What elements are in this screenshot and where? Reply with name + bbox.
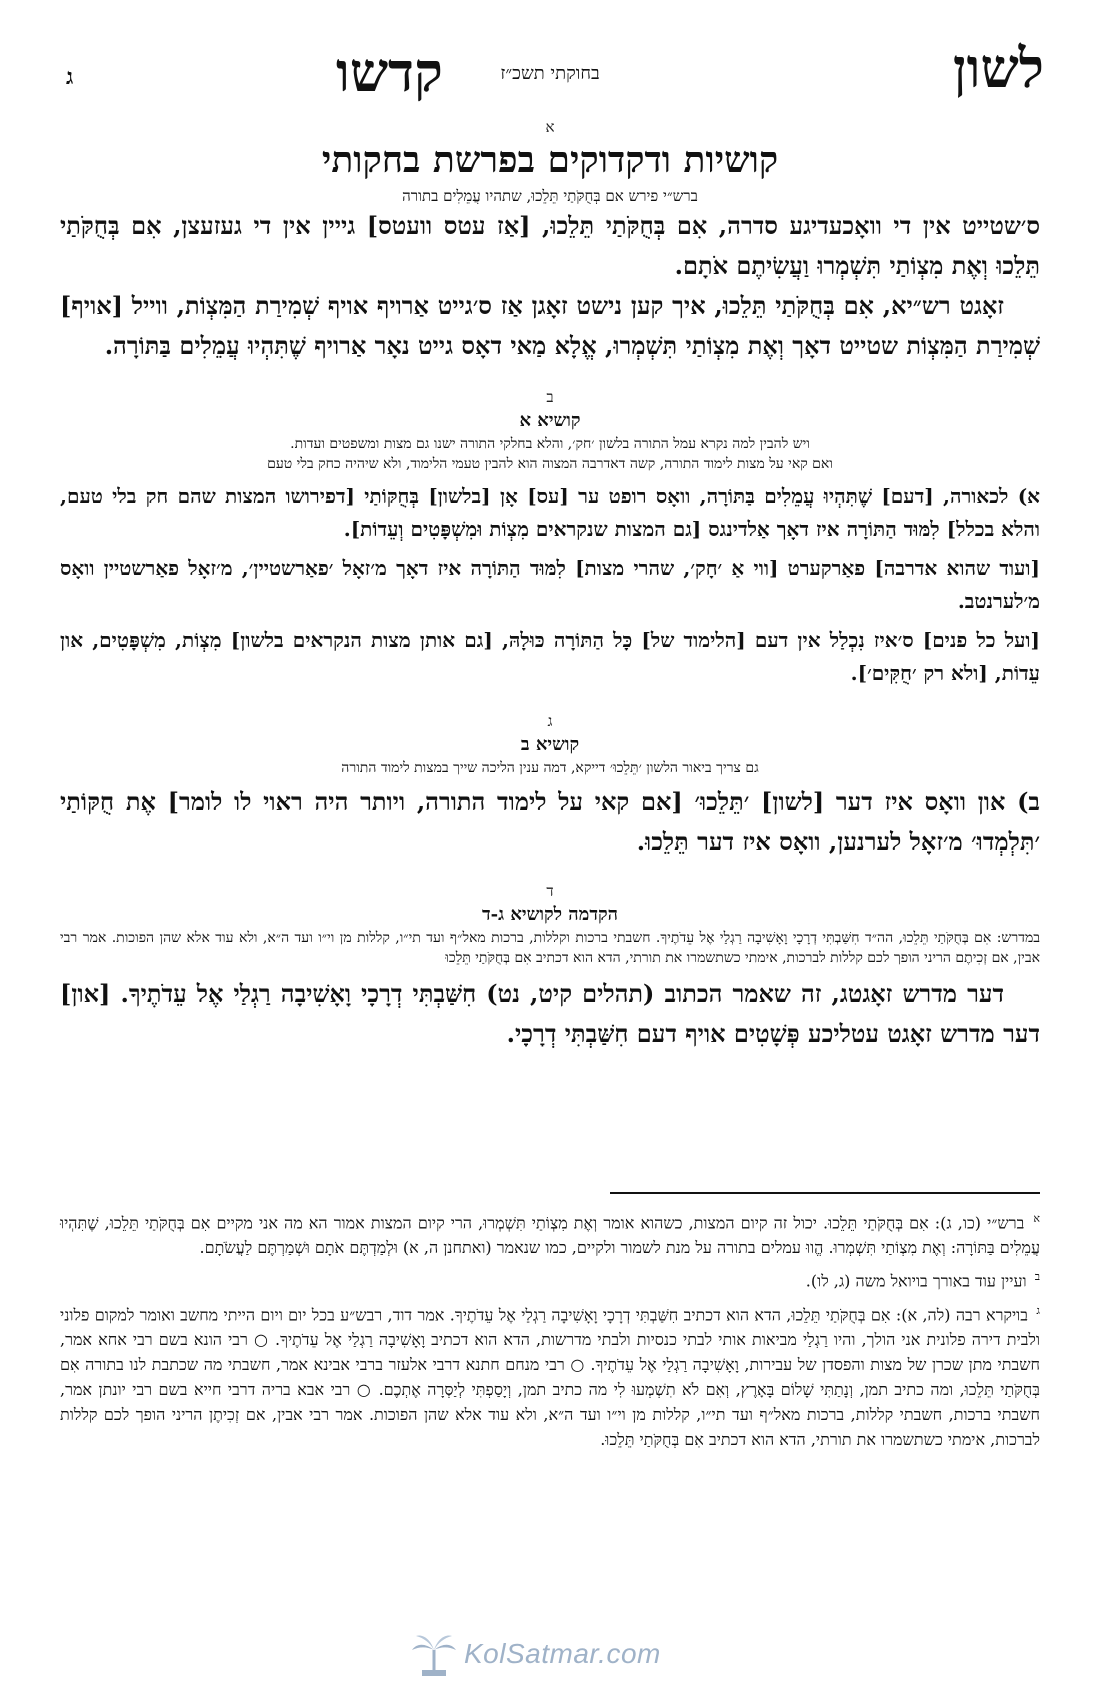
- footnotes: [60, 1206, 1040, 1456]
- section-d-title: הקדמה לקושיא ג-ד: [482, 904, 618, 925]
- kolsatmar-watermark: [410, 1630, 661, 1680]
- section-a-subheading: ברש״י פירש אם בְּחֻקֹּתַי תֵּלֵכוּ, שתהיו עֲמֵלִים בתורה: [402, 187, 698, 205]
- footnote-b: [60, 1264, 1040, 1293]
- section-a-letter: א: [545, 118, 555, 136]
- section-c-letter: ג: [547, 712, 553, 730]
- header-parsha: בחוקתי תשכ״ז: [500, 63, 600, 84]
- section-c-note-1: גם צריך ביאור הלשון ׳תֵּלֵכוּ׳ דייקא, דמה ענין הליכה שייך במצות לימוד התורה: [341, 760, 759, 776]
- footnote-separator: [610, 1192, 1040, 1194]
- watermark-text: KolSatmar.com: [464, 1638, 661, 1669]
- palm-tree-logo-icon: [410, 1630, 458, 1678]
- section-b-title: קושיא א: [519, 410, 581, 431]
- footnote-b-text: ועיין עוד באורך בויואל משה (ג, לו).: [805, 1271, 1027, 1291]
- page-header: [56, 38, 1044, 110]
- footnote-c: [60, 1298, 1040, 1452]
- section-d-letter: ד: [546, 882, 554, 900]
- footnote-c-text: בויקרא רבה (לה, א): אִם בְּחֻקֹּתַי תֵּלֵכוּ, הדא הוא דכתיב חִשַּׁבְתִּי דְרָכָי וָאָשִׁיבָה רַגְלַי אֶל עֵדֹתֶיךָ. אמר דוד, רבש״ע בכל יום ויום הייתי מחשב ואומר למקום פלוני ולבית דירה פלונית אני הולך, והיו רַגְלַי מביאות אותי לבתי כנסיות ולבתי מדרשות, הדא הוא דכתיב וָאָשִׁיבָה רַגְלַי אֶל עֵדֹתֶיךָ. ○ רבי הונא בשם רבי אחא אמר, חשבתי מתן שכרן של מצות והפסדן של עבירות, וָאָשִׁיבָה רַגְלַי אֶל עֵדֹתֶיךָ. ○ רבי מנחם חתנא דרבי אלעזר ברבי אבינא אמר, חשבתי מה שכתבת לנו בתורה אִם בְּחֻקֹּתַי תֵּלֵכוּ, ומה כתיב תמן, וְנָתַתִּי שָׁלוֹם בָּאָרֶץ, וְאִם לֹא תִשְׁמְעוּ לִי מה כתיב תמן, וְיָסַפְתִּי לְיַסְּרָה אֶתְכֶם. ○ רבי אבא בריה דרבי חייא בשם רבי יונתן אמר, חשבתי ברכות, חשבתי קללות, ברכות מאל״ף ועד תי״ו, קללות מן וי״ו ועד ה״א, ולא עוד אלא שהן הפוכות. אמר רבי אבין, אם זְכִיתֶן הריני הופך לכם קללות לברכות, אימתי כשתשמרו את תורתי, הדא הוא דכתיב אִם בְּחֻקֹּתַי תֵּלֵכוּ.: [60, 1304, 1041, 1449]
- footnote-a-mark: א: [1033, 1212, 1040, 1225]
- section-b-note-1: ויש להבין למה נקרא עמל התורה בלשון ׳חק׳, והלא בחלקי התורה ישנו גם מצות ומשפטים ועדות.: [290, 436, 810, 452]
- section-b-note-2: ואם קאי על מצות לימוד התורה, קשה דאדרבה המצוה הוא להבין טעמי הלימוד, ולא שיהיה כחק בלי טעם: [267, 456, 833, 472]
- footnote-b-mark: ב: [1034, 1270, 1040, 1284]
- footnote-c-mark: ג: [1036, 1303, 1040, 1317]
- section-d-paragraph-1: דער מדרש זאָגטג, זה שאמר הכתוב (תהלים קיט, נט) חִשַּׁבְתִּי דְרָכָי וָאָשִׁיבָה רַגְלַי אֶל עֵדֹתֶיךָ. [און] דער מדרש זאָגט עטליכע פְּשָׁטִים אויף דעם חִשַּׁבְתִּי דְרָכָי.: [60, 979, 1040, 1048]
- footnote-a: [60, 1206, 1040, 1260]
- section-a-title: קושיות ודקדוקים בפרשת בחקותי: [321, 139, 779, 181]
- section-a-paragraph-2: זאָגט רש״יא, אִם בְּחֻקֹּתַי תֵּלֵכוּ, איך קען נישט זאָגן אַז ס׳גייט אַרויף אויף שְׁמִירַת הַמִּצְוֹת, ווייל [אויף] שְׁמִירַת הַמִּצְוֹת שטייט דאָך וְאֶת מִצְוֹתַי תִּשְׁמְרוּ, אֱלָא מַאי דאָס גייט נאָר אַרויף שֶׁתִּהְיוּ עֲמֵלִים בַּתּוֹרָה.: [60, 291, 1040, 360]
- section-a-paragraph-1: ס׳שטייט אין די וואָכעדיגע סדרה, אִם בְּחֻקֹּתַי תֵּלֵכוּ, [אַז עטס וועטס] גייין אין די געזעצן, אִם בְּחֻקֹּתַי תֵּלֵכוּ וְאֶת מִצְוֹתַי תִּשְׁמְרוּ וַעֲשִׂיתֶם אֹתָם.: [60, 211, 1040, 280]
- section-b-paragraph-2: [ועוד שהוא אדרבה] פאַרקערט [ווי אַ ׳חָק׳, שהרי מצות] לִמּוּד הַתּוֹרָה איז דאָך מ׳זאָל ׳פאַרשטיין׳, מ׳זאָל פאַרשטיין וואָס מ׳לערנטב.: [60, 556, 1040, 613]
- section-d-note-1: במדרש: אִם בְּחֻקֹּתַי תֵּלֵכוּ, הה״ד חִשַּׁבְתִּי דְרָכָי וָאָשִׁיבָה רַגְלַי אֶל עֵדֹתֶיךָ. חשבתי ברכות וקללות, ברכות מאל״ף ועד תי״ו, קללות מן וי״ו ועד ה״א, ולא עוד אלא שהן הפוכות. אמר רבי אבין, אם זְכִיתֶם הריני הופך לכם קללות לברכות, אימתי כשתשמרו את תורתי, הדא הוא דכתיב אִם בְּחֻקֹּתַי תֵּלֵכוּ: [60, 930, 1040, 966]
- header-title-right: לשון: [952, 36, 1044, 100]
- section-b-letter: ב: [546, 388, 554, 406]
- header-title-left: קדשו: [336, 40, 443, 104]
- footnote-a-text: ברש״י (כו, ג): אִם בְּחֻקֹּתַי תֵּלֵכוּ. יכול זה קיום המצות, כשהוא אומר וְאֶת מִצְוֹתַי תִּשְׁמְרוּ, הרי קיום המצות אמור הא מה אני מקיים אִם בְּחֻקֹּתַי תֵּלֵכוּ, שֶׁתִּהְיוּ עֲמֵלִים בַּתּוֹרָה: וְאֶת מִצְוֹתַי תִּשְׁמְרוּ. הֱווּ עמלים בתורה על מנת לשמור ולקיים, כמו שנאמר (ואתחנן ה, א) וּלְמַדְתֶּם אֹתָם וּשְׁמַרְתֶּם לַעֲשֹׂתָם.: [60, 1213, 1040, 1258]
- section-b-paragraph-1: א) לכאורה, [דעם] שֶׁתִּהְיוּ עֲמֵלִים בַּתּוֹרָה, וואָס רופט ער [עס] אָן [בלשון] בְּחֻקּוֹתַי [דפירושו המצות שהם חק בלי טעם, והלא בכלל] לִמּוּד הַתּוֹרָה איז דאָך אַלדינגס [גם המצות שנקראים מִצְוֹת וּמִשְׁפָּטִים וְעֵדוֹת].: [60, 484, 1040, 541]
- section-c-paragraph-1: ב) און וואָס איז דער [לשון] ׳תֵּלֵכוּ׳ [אם קאי על לימוד התורה, ויותר היה ראוי לו לומר] אֶת חֻקּוֹתַי ׳תִּלְמְדוּ׳ מ׳זאָל לערנען, וואָס איז דער תֵּלֵכוּ.: [60, 787, 1040, 856]
- main-text: [60, 118, 1040, 1054]
- page-number: ג: [66, 64, 74, 90]
- section-c-title: קושיא ב: [520, 734, 580, 755]
- section-b-paragraph-3: [ועל כל פנים] ס׳איז נִכְלַל אין דעם [הלימוד של] כָּל הַתּוֹרָה כּוּלָהּ, [גם אותן מצות הנקראים בלשון] מִצְוֹת, מִשְׁפָּטִים, און עֵדוֹת, [ולא רק ׳חֻקִּים׳].: [60, 628, 1040, 685]
